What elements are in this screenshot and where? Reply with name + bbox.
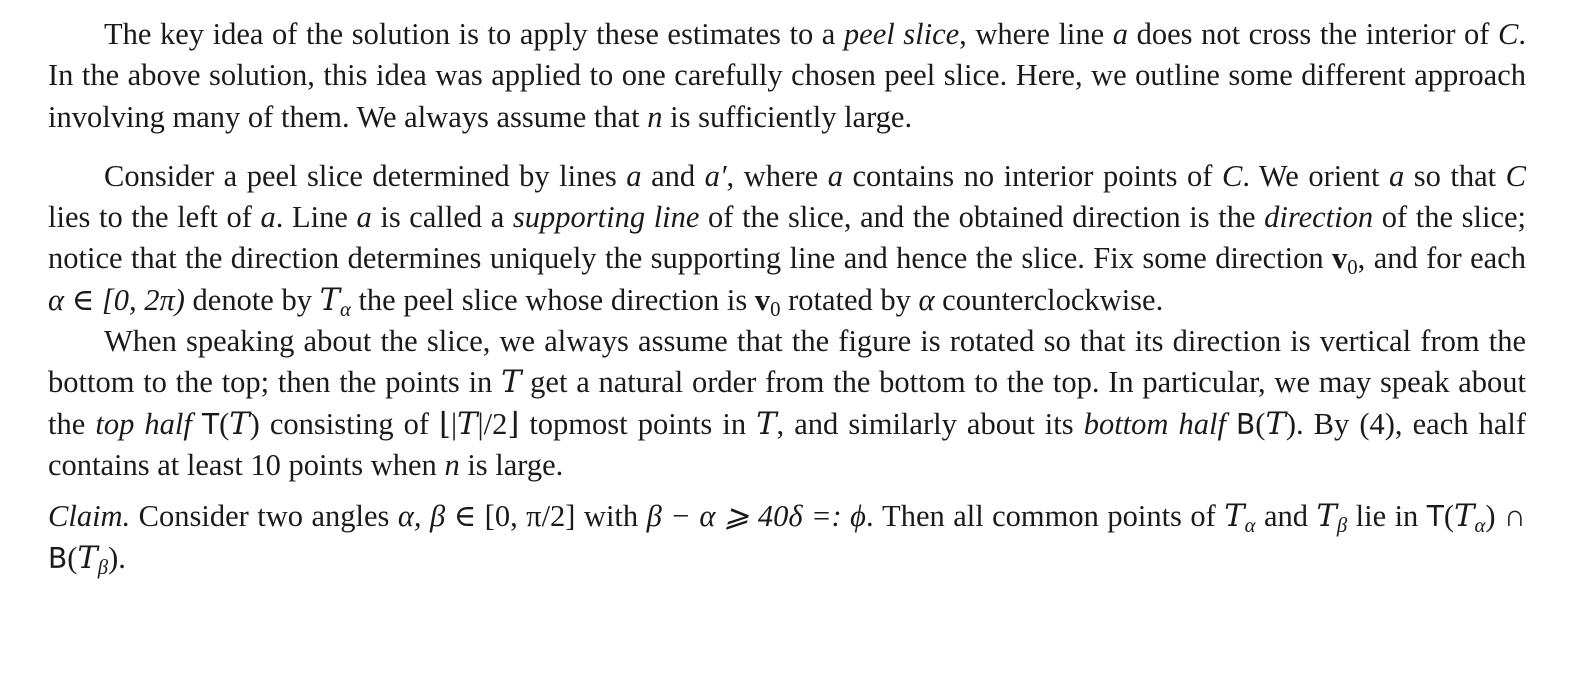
math-var: C bbox=[1498, 17, 1519, 51]
text-run: . Then all common points of bbox=[865, 499, 1225, 534]
math-subscript: 0 bbox=[770, 298, 781, 321]
math-operator: T bbox=[1426, 500, 1444, 534]
text-run: ) consisting of ⌊| bbox=[249, 406, 458, 441]
text-run: of the slice; notice that the direction determines uniquely the supporting line and hence the slice. Fix some direction bbox=[48, 200, 1526, 276]
text-run: . In the above solution, this idea was applied to one carefully chosen peel slice. Here, we outline some different approach involving many of them. We always assume that bbox=[48, 17, 1526, 134]
paragraph-supporting-line bbox=[48, 156, 1526, 321]
text-run: When speaking about the slice, we always assume that the figure is rotated so that its direction is vertical from the bottom to the top; then the points in bbox=[48, 324, 1526, 400]
text-run: rotated by bbox=[780, 282, 919, 317]
math-subscript: β bbox=[1336, 515, 1348, 538]
text-run: . We orient bbox=[1242, 158, 1389, 193]
math-subscript: α bbox=[1474, 515, 1486, 538]
text-run: , and for each bbox=[1357, 241, 1526, 276]
text-run: is called a bbox=[371, 200, 513, 235]
text-run: , and similarly about its bbox=[776, 406, 1084, 441]
text-run: Consider a peel slice determined by lines bbox=[104, 158, 627, 193]
math-var: C bbox=[1505, 158, 1526, 193]
text-run: of the slice, and the obtained direction is the bbox=[699, 200, 1265, 235]
text-run: ( bbox=[219, 406, 230, 441]
math-subscript: β bbox=[97, 556, 109, 579]
math-var: a′ bbox=[704, 158, 727, 193]
math-operator: T bbox=[201, 407, 220, 441]
math-script-t: T bbox=[229, 406, 250, 442]
text-run: contains no interior points of bbox=[842, 158, 1222, 193]
math-var: n bbox=[444, 447, 460, 482]
text-run: ∈ [0, π/2] with bbox=[445, 499, 647, 534]
math-expression: β − α ⩾ 40δ =: ϕ bbox=[646, 499, 866, 534]
math-subscript: α bbox=[339, 298, 351, 321]
math-script-t: T bbox=[1224, 499, 1245, 535]
text-run: is large. bbox=[459, 447, 564, 482]
term-bottom-half: bottom half bbox=[1083, 406, 1226, 441]
text-run: . Line bbox=[275, 200, 357, 235]
text-run: , where line bbox=[959, 17, 1113, 51]
text-run: ( bbox=[1255, 406, 1266, 441]
text-run: ( bbox=[67, 540, 78, 575]
text-run: does not cross the interior of bbox=[1128, 17, 1499, 51]
text-run: counterclockwise. bbox=[934, 282, 1164, 317]
text-run: and bbox=[1255, 499, 1317, 534]
math-script-t: T bbox=[319, 282, 340, 318]
claim-label: Claim. bbox=[48, 499, 131, 534]
text-run: lie in bbox=[1347, 499, 1427, 534]
text-run: lies to the left of bbox=[48, 200, 261, 235]
term-supporting-line: supporting line bbox=[512, 200, 700, 235]
paragraph-peel-slice-idea bbox=[48, 14, 1526, 138]
math-operator: B bbox=[1236, 407, 1256, 441]
math-expression: α, β bbox=[397, 499, 446, 534]
math-var: a bbox=[1388, 158, 1405, 193]
math-var: a bbox=[626, 158, 642, 193]
math-var: a bbox=[827, 158, 843, 193]
text-run: ) ∩ bbox=[1485, 499, 1526, 534]
text-run: denote by bbox=[184, 282, 320, 317]
paragraph-top-bottom-half bbox=[48, 321, 1526, 486]
math-script-t: T bbox=[457, 406, 478, 442]
math-script-t: T bbox=[756, 406, 777, 442]
text-run: ). By (4), each half contains at least 10 points when bbox=[48, 406, 1527, 482]
math-var: C bbox=[1221, 158, 1243, 193]
text-run: ). bbox=[108, 540, 126, 575]
math-subscript: 0 bbox=[1347, 257, 1358, 280]
text-run: ( bbox=[1443, 499, 1455, 534]
text-run: so that bbox=[1404, 158, 1506, 193]
text-run bbox=[192, 407, 202, 441]
text-run: The key idea of the solution is to apply these estimates to a bbox=[104, 17, 844, 51]
text-run: the peel slice whose direction is bbox=[350, 282, 755, 317]
math-script-t: T bbox=[1454, 499, 1475, 535]
term-peel-slice: peel slice bbox=[843, 17, 960, 51]
text-run: get a natural order from the bottom to the top. In particular, we may speak about the bbox=[48, 365, 1526, 441]
math-vector: v bbox=[1332, 241, 1348, 276]
text-run: and bbox=[641, 158, 705, 193]
math-var: α bbox=[918, 282, 935, 317]
text-run bbox=[1226, 407, 1236, 441]
math-operator: B bbox=[48, 541, 68, 575]
math-var: n bbox=[647, 99, 663, 134]
claim-paragraph bbox=[48, 496, 1526, 579]
math-script-t: T bbox=[1265, 406, 1286, 442]
text-run: , where bbox=[726, 158, 828, 193]
math-var: a bbox=[1112, 17, 1129, 51]
text-run: |/2⌋ topmost points in bbox=[477, 406, 757, 441]
text-run: is sufficiently large. bbox=[662, 99, 913, 134]
math-expression: α ∈ [0, 2π) bbox=[48, 282, 185, 317]
math-vector: v bbox=[754, 282, 771, 317]
term-direction: direction bbox=[1264, 200, 1374, 235]
math-script-t: T bbox=[1316, 499, 1337, 535]
math-script-t: T bbox=[77, 540, 98, 576]
text-run: Consider two angles bbox=[130, 499, 398, 534]
math-subscript: α bbox=[1244, 515, 1256, 538]
math-var: a bbox=[260, 200, 276, 235]
math-script-t: T bbox=[501, 365, 522, 401]
math-var: a bbox=[356, 200, 372, 235]
term-top-half: top half bbox=[95, 406, 192, 441]
